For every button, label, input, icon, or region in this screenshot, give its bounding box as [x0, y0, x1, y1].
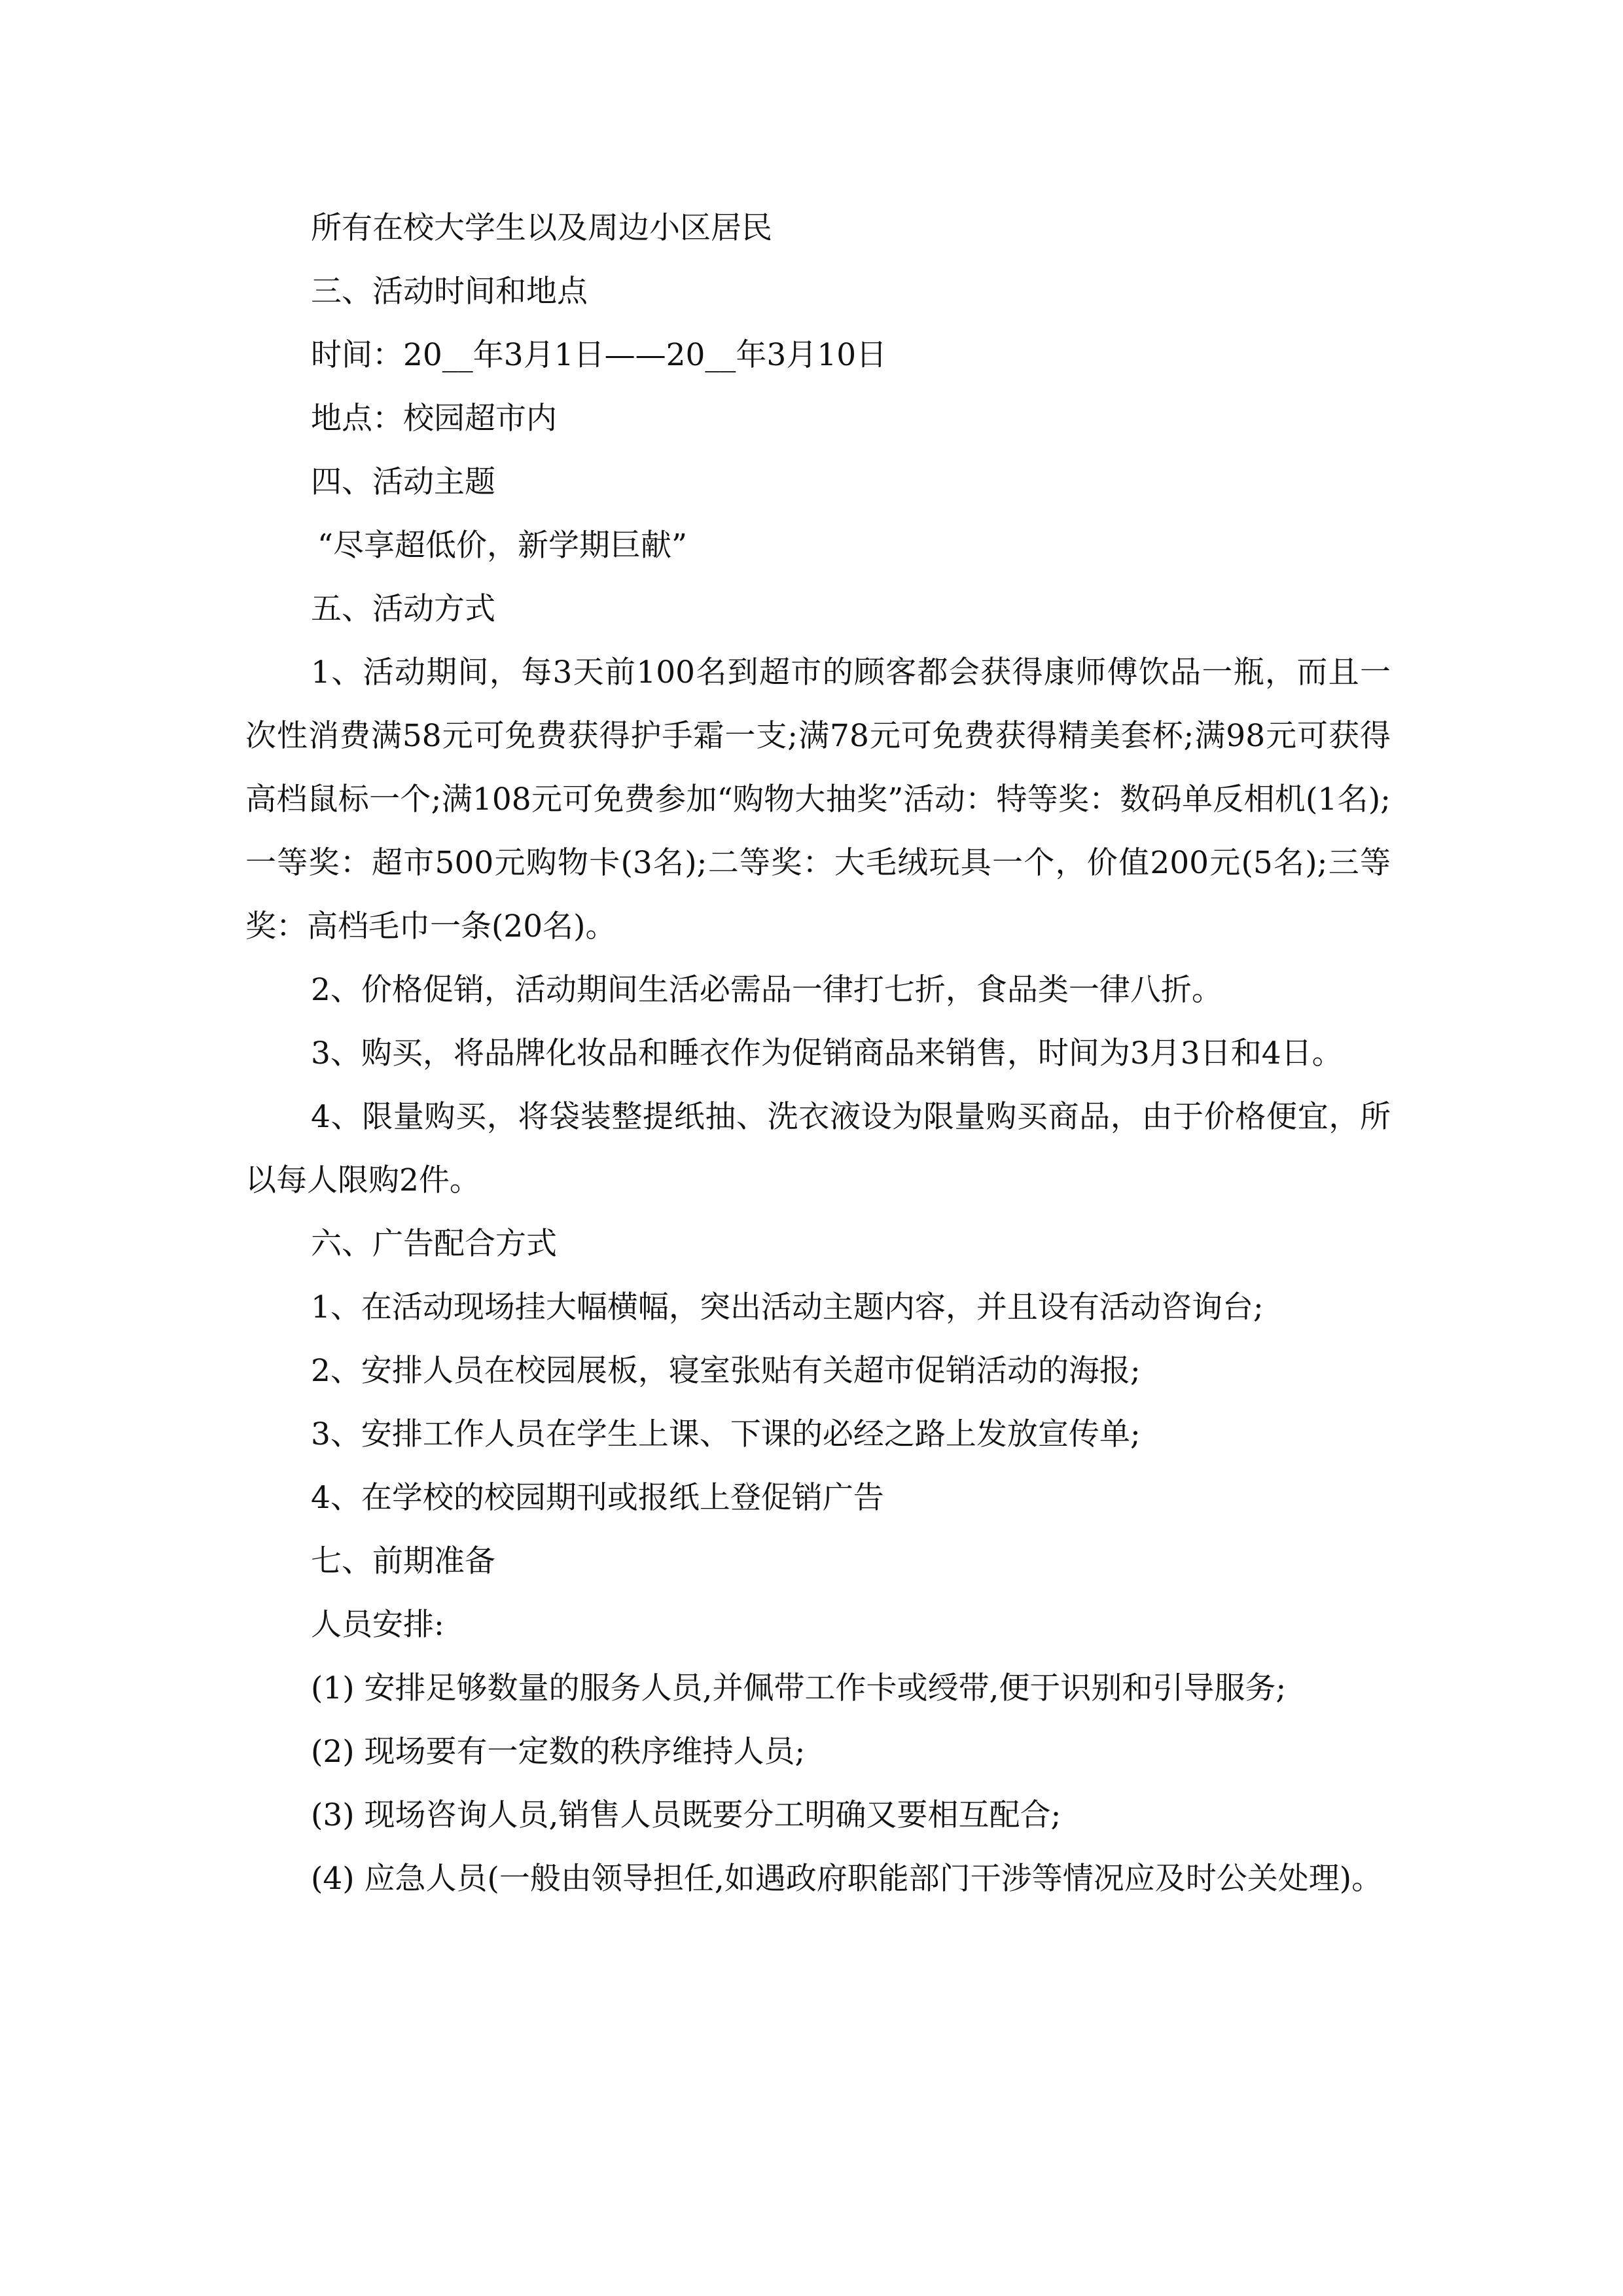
paragraph-location: 地点：校园超市内 [311, 401, 557, 437]
paragraph-staff-4: (4) 应急人员(一般由领导担任,如遇政府职能部门干涉等情况应及时公关处理)。 [311, 1861, 1383, 1897]
heading-time-and-place: 三、活动时间和地点 [311, 274, 588, 310]
heading-preparation: 七、前期准备 [311, 1543, 495, 1579]
heading-activity-methods: 五、活动方式 [311, 591, 495, 627]
paragraph-method-4: 4、限量购买，将袋装整提纸抽、洗衣液设为限量购买商品，由于价格便宜，所以每人限购2件。 [245, 1099, 1391, 1198]
heading-advertising: 六、广告配合方式 [311, 1226, 557, 1262]
paragraph-method-2: 2、价格促销，活动期间生活必需品一律打七折，食品类一律八折。 [311, 972, 1222, 1008]
paragraph-ad-2: 2、安排人员在校园展板，寝室张贴有关超市促销活动的海报; [311, 1353, 1141, 1389]
document-body [245, 196, 1391, 1910]
paragraph-time: 时间：20__年3月1日——20__年3月10日 [311, 337, 887, 373]
paragraph-staff-1: (1) 安排足够数量的服务人员,并佩带工作卡或绶带,便于识别和引导服务; [311, 1670, 1287, 1706]
paragraph-ad-1: 1、在活动现场挂大幅横幅，突出活动主题内容，并且设有活动咨询台; [311, 1289, 1264, 1325]
paragraph-staffing-label: 人员安排: [311, 1607, 444, 1643]
paragraph-ad-4: 4、在学校的校园期刊或报纸上登促销广告 [311, 1480, 884, 1516]
paragraph-staff-3: (3) 现场咨询人员,销售人员既要分工明确又要相互配合; [311, 1797, 1061, 1833]
paragraph-method-1: 1、活动期间，每3天前100名到超市的顾客都会获得康师傅饮品一瓶，而且一次性消费满58元可免费获得护手霜一支;满78元可免费获得精美套杯;满98元可获得高档鼠标一个;满108元可免费参加“购物大抽奖”活动：特等奖：数码单反相机(1名);一等奖：超市500元购物卡(3名);二等奖：大毛绒玩具一个，价值200元(5名);三等奖：高档毛巾一条(20名)。 [245, 655, 1391, 944]
paragraph-target-audience: 所有在校大学生以及周边小区居民 [311, 210, 772, 246]
paragraph-ad-3: 3、安排工作人员在学生上课、下课的必经之路上发放宣传单; [311, 1416, 1141, 1452]
paragraph-method-3: 3、购买，将品牌化妆品和睡衣作为促销商品来销售，时间为3月3日和4日。 [311, 1035, 1343, 1071]
paragraph-staff-2: (2) 现场要有一定数的秩序维持人员; [311, 1734, 806, 1770]
heading-theme: 四、活动主题 [311, 464, 495, 500]
paragraph-theme-slogan: “尽享超低价，新学期巨献” [317, 528, 688, 564]
